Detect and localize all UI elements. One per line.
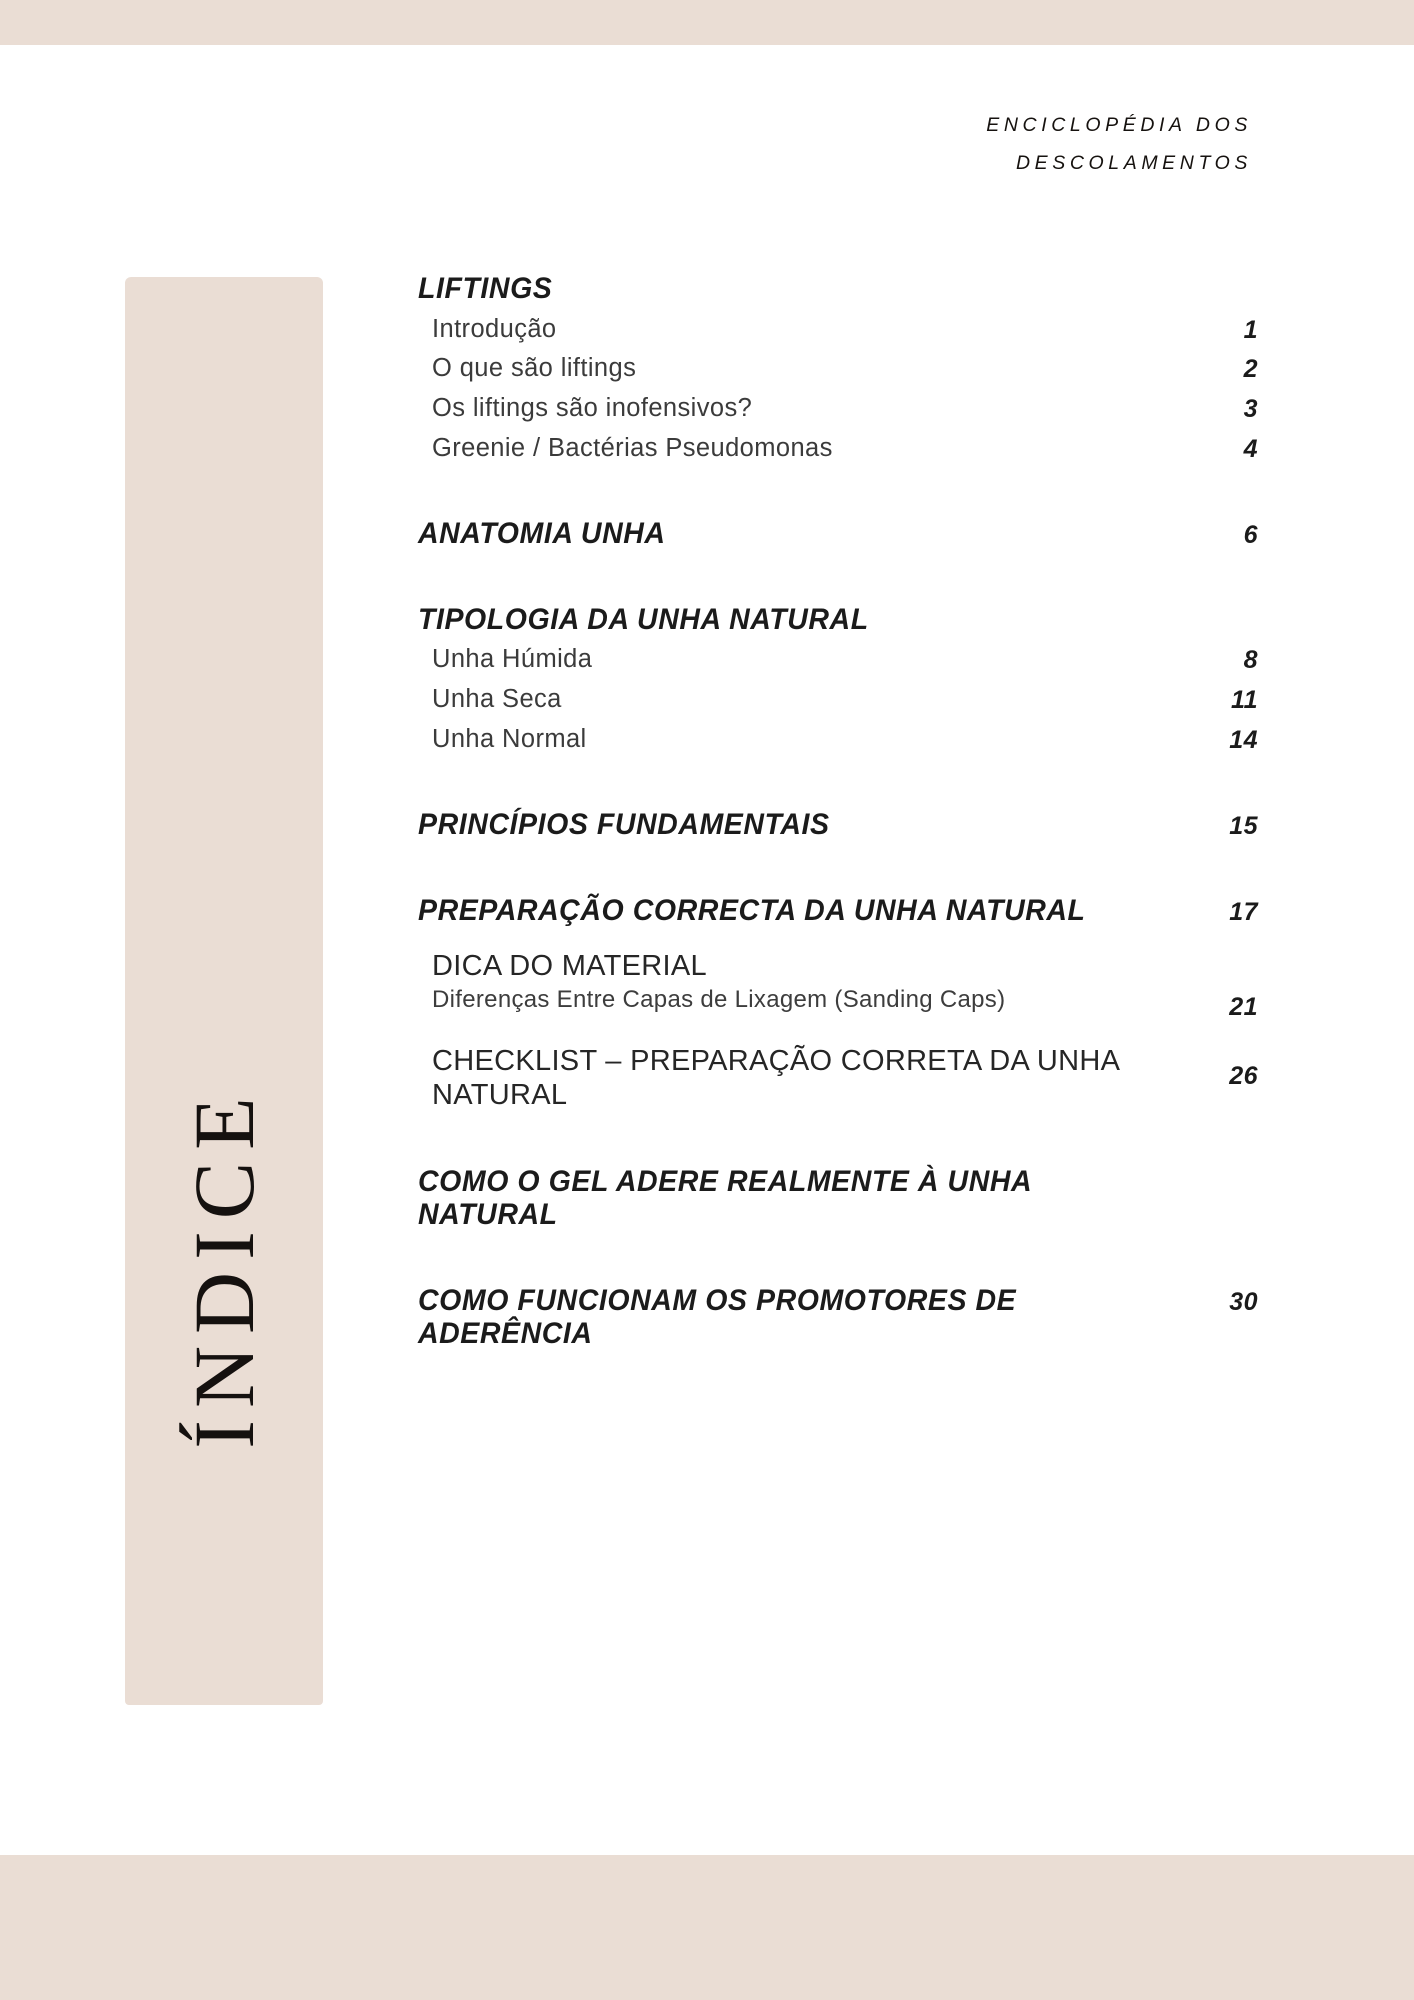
- toc-entry-label: Unha Normal: [432, 725, 587, 754]
- toc-entry[interactable]: [432, 353, 1258, 385]
- toc-entry[interactable]: [418, 1284, 1258, 1351]
- top-banner: [0, 0, 1414, 45]
- toc-entry-label: Introdução: [432, 314, 557, 343]
- toc-entry[interactable]: [418, 603, 1258, 637]
- running-header: [692, 106, 1252, 182]
- toc-entry-label: LIFTINGS: [418, 272, 553, 305]
- toc-entry-label: PRINCÍPIOS FUNDAMENTAIS: [418, 807, 830, 841]
- toc-entry-page-number: [1194, 272, 1258, 276]
- toc-entry[interactable]: [432, 1044, 1258, 1112]
- toc-entry-label: Unha Húmida: [432, 645, 593, 674]
- index-label-wrapper: [125, 837, 323, 1697]
- toc-entry[interactable]: [432, 433, 1258, 465]
- toc-entry-label: Unha Seca: [432, 685, 562, 714]
- toc-entry-page-number: 2: [1243, 355, 1258, 384]
- running-header-line1: ENCICLOPÉDIA DOS: [986, 114, 1252, 136]
- toc-entry[interactable]: [432, 949, 1258, 1022]
- toc-entry-page-number: 15: [1229, 811, 1258, 840]
- toc-entry[interactable]: [432, 314, 1258, 346]
- toc-entry[interactable]: [432, 684, 1258, 716]
- toc-entry-page-number: 11: [1231, 686, 1258, 715]
- bottom-banner: [0, 1855, 1414, 2000]
- toc-entry-page-number: 21: [1229, 993, 1258, 1022]
- toc-entry-page-number: 26: [1229, 1062, 1258, 1091]
- toc-entry-page-number: 14: [1229, 726, 1258, 755]
- toc-entry-page-number: 8: [1243, 646, 1258, 675]
- running-header-line2: DESCOLAMENTOS: [1015, 152, 1252, 175]
- toc-entry[interactable]: [418, 894, 1258, 928]
- toc-entry-label: TIPOLOGIA DA UNHA NATURAL: [418, 602, 869, 636]
- toc-entry-label: Os liftings são inofensivos?: [432, 394, 753, 423]
- toc-entry-page-number: 17: [1229, 897, 1258, 926]
- toc-entry[interactable]: [418, 1165, 1258, 1232]
- toc-entry-page-number: 1: [1243, 315, 1258, 344]
- toc-entry-label: COMO O GEL ADERE REALMENTE À UNHA NATURAL: [418, 1164, 1032, 1232]
- toc-entry[interactable]: [418, 808, 1258, 842]
- toc-entry-label: Greenie / Bactérias Pseudomonas: [432, 434, 833, 463]
- table-of-contents: [418, 272, 1258, 1351]
- toc-entry-page-number: [1194, 1165, 1258, 1169]
- toc-entry-page-number: 6: [1243, 521, 1258, 550]
- toc-entry[interactable]: [418, 272, 1258, 306]
- toc-entry-subtitle: Diferenças Entre Capas de Lixagem (Sanding Caps): [432, 985, 1006, 1013]
- toc-entry[interactable]: [432, 393, 1258, 425]
- toc-entry-page-number: 4: [1243, 435, 1258, 464]
- index-side-panel: [125, 277, 323, 1705]
- toc-entry-page-number: [1194, 603, 1258, 607]
- toc-entry[interactable]: [418, 517, 1258, 551]
- toc-entry-label: COMO FUNCIONAM OS PROMOTORES DE ADERÊNCIA: [418, 1283, 1017, 1351]
- toc-entry-label: ANATOMIA UNHA: [418, 517, 666, 551]
- toc-entry-label: CHECKLIST – PREPARAÇÃO CORRETA DA UNHA NATURAL: [432, 1045, 1119, 1112]
- index-vertical-label: ÍNDICE: [176, 1085, 272, 1449]
- toc-entry-label: O que são liftings: [432, 354, 637, 383]
- toc-entry-page-number: 3: [1243, 395, 1258, 424]
- toc-entry-page-number: 30: [1229, 1287, 1258, 1316]
- toc-entry[interactable]: [432, 724, 1258, 756]
- toc-entry[interactable]: [432, 644, 1258, 676]
- toc-entry-group-label: [432, 949, 1005, 1015]
- toc-entry-label: PREPARAÇÃO CORRECTA DA UNHA NATURAL: [418, 893, 1086, 927]
- toc-entry-heading: DICA DO MATERIAL: [432, 950, 707, 983]
